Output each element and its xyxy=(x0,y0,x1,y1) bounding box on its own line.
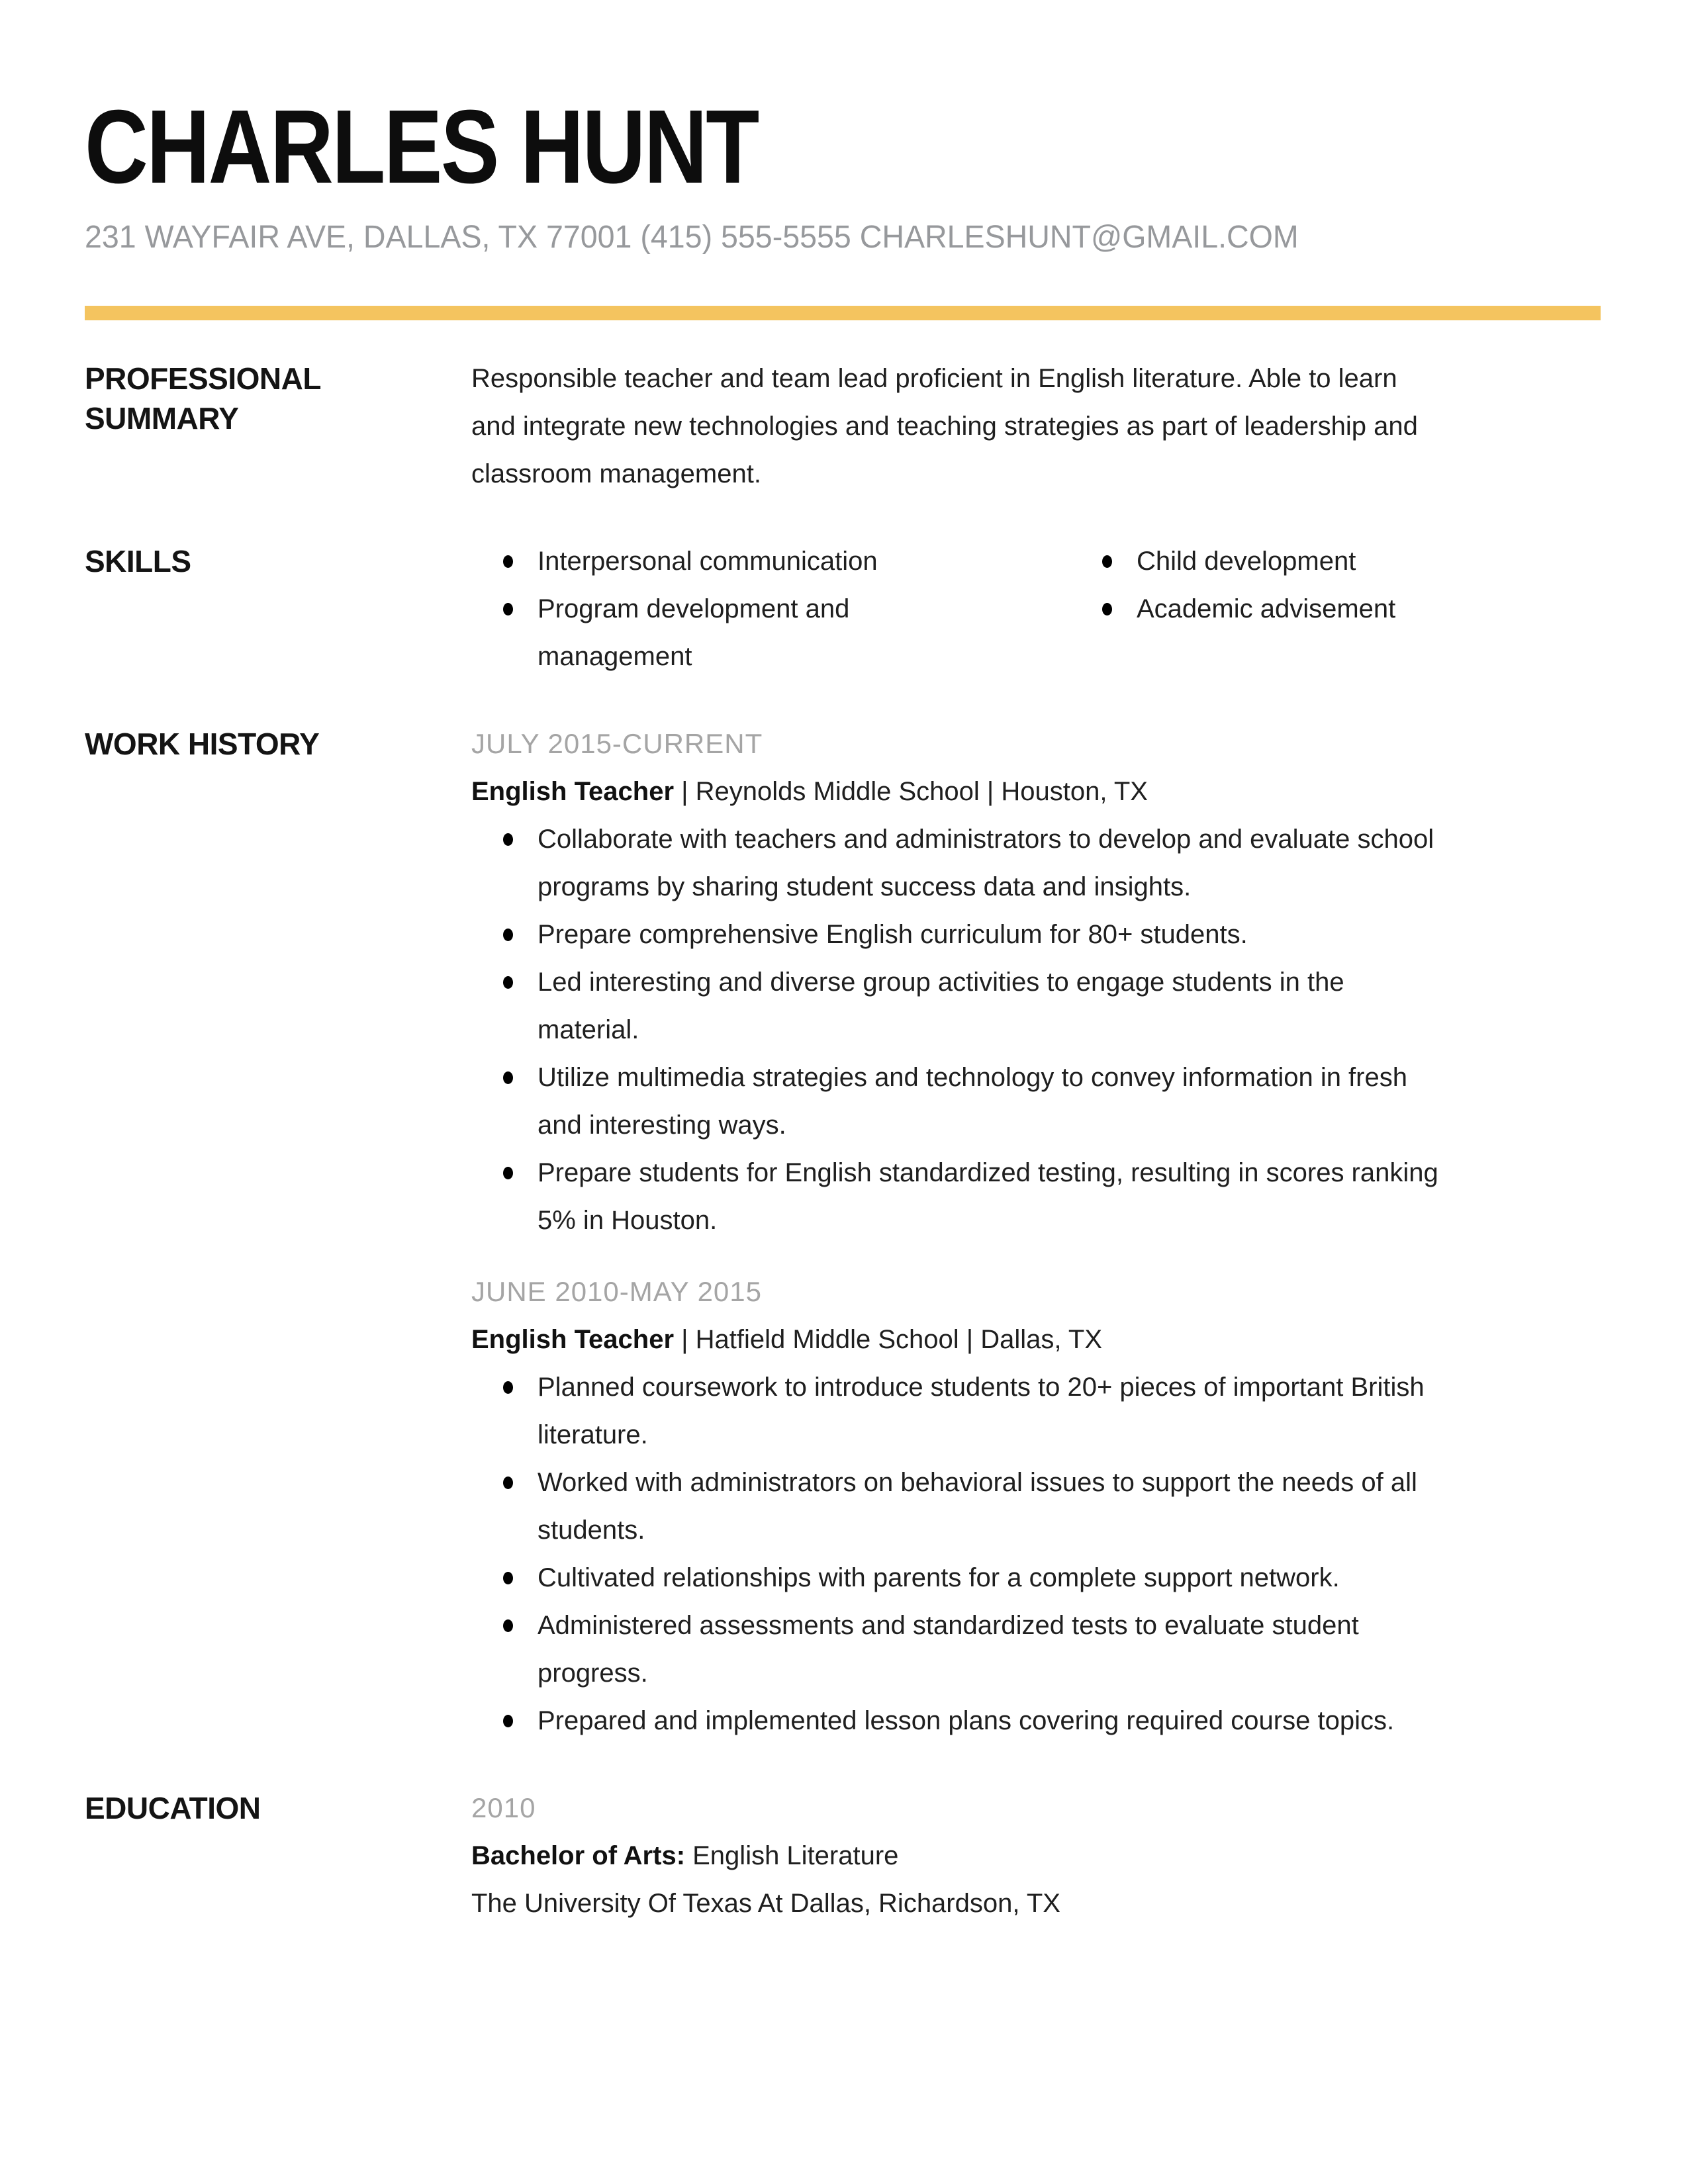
skill-item: Academic advisement xyxy=(1070,585,1395,633)
section-skills xyxy=(85,537,1601,680)
job-title: English Teacher xyxy=(471,1325,675,1354)
section-professional-summary xyxy=(85,355,1601,498)
job-bullet: Planned coursework to introduce students to 20+ pieces of important British literature. xyxy=(471,1363,1451,1459)
professional-summary-text: Responsible teacher and team lead proficient in English literature. Able to learn and integrate new technologies and teaching strategies as part of leadership and classroom management. xyxy=(471,364,1418,488)
candidate-name: CHARLES HUNT xyxy=(85,89,758,205)
education-year: 2010 xyxy=(471,1792,536,1823)
job-bullet: Prepare comprehensive English curriculum for 80+ students. xyxy=(471,911,1451,958)
accent-divider xyxy=(85,306,1601,320)
contact-line: 231 WAYFAIR AVE, DALLAS, TX 77001 (415) 555-5555 CHARLESHUNT@GMAIL.COM xyxy=(85,220,1299,255)
job-title-line xyxy=(471,1316,1601,1363)
job-bullet: Worked with administrators on behavioral issues to support the needs of all students. xyxy=(471,1459,1451,1554)
education-degree-line xyxy=(471,1832,1601,1880)
skills-column-1 xyxy=(471,537,1070,680)
job-dates: JULY 2015-CURRENT xyxy=(471,728,763,759)
skills-column-2 xyxy=(1070,537,1395,680)
job-bullet: Prepared and implemented lesson plans covering required course topics. xyxy=(471,1697,1451,1745)
education-major: English Literature xyxy=(685,1841,899,1870)
job-title-line xyxy=(471,768,1601,815)
skill-item: Interpersonal communication xyxy=(471,537,988,585)
skill-item: Child development xyxy=(1070,537,1395,585)
section-education xyxy=(85,1784,1601,1927)
job-bullet-list xyxy=(471,815,1451,1244)
job-dates: JUNE 2010-MAY 2015 xyxy=(471,1276,763,1307)
work-history-content xyxy=(471,720,1601,1745)
job-entry-2 xyxy=(471,1268,1601,1745)
section-work-history xyxy=(85,720,1601,1745)
job-bullet: Collaborate with teachers and administrators to develop and evaluate school programs by sharing student success data and insights. xyxy=(471,815,1451,911)
job-bullet: Led interesting and diverse group activities to engage students in the material. xyxy=(471,958,1451,1054)
education-school: The University Of Texas At Dallas, Richardson, TX xyxy=(471,1889,1060,1918)
job-bullet: Cultivated relationships with parents for a complete support network. xyxy=(471,1554,1451,1602)
job-bullet: Administered assessments and standardized tests to evaluate student progress. xyxy=(471,1602,1451,1697)
job-employer-location: | Hatfield Middle School | Dallas, TX xyxy=(674,1325,1103,1354)
section-label-professional-summary: PROFESSIONAL SUMMARY xyxy=(85,361,321,435)
section-label-education: EDUCATION xyxy=(85,1791,261,1825)
skill-item: Program development and management xyxy=(471,585,988,680)
section-label-skills: SKILLS xyxy=(85,544,191,578)
job-entry-1 xyxy=(471,720,1601,1244)
job-bullet: Utilize multimedia strategies and technology to convey information in fresh and interesting ways. xyxy=(471,1054,1451,1149)
education-degree: Bachelor of Arts: xyxy=(471,1841,686,1870)
resume-body xyxy=(85,355,1601,1927)
job-employer-location: | Reynolds Middle School | Houston, TX xyxy=(674,777,1148,806)
education-content xyxy=(471,1784,1601,1927)
job-bullet-list xyxy=(471,1363,1451,1745)
skills-columns xyxy=(471,537,1601,680)
job-bullet: Prepare students for English standardized testing, resulting in scores ranking 5% in Houston. xyxy=(471,1149,1451,1244)
section-label-work-history: WORK HISTORY xyxy=(85,727,320,761)
job-title: English Teacher xyxy=(471,777,675,806)
